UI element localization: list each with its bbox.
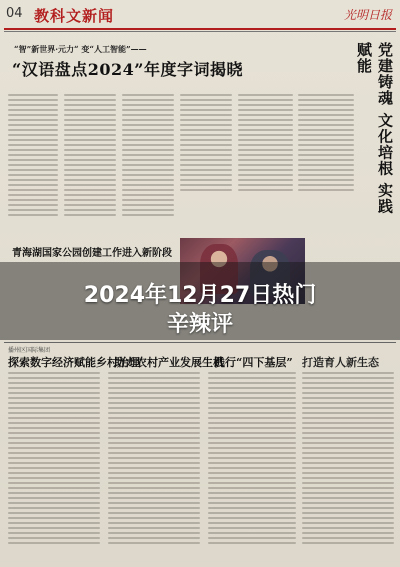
second-headline: 青海湖国家公园创建工作进入新阶段 [12, 248, 172, 259]
bottom-headline: 践行“四下基层” [214, 356, 293, 369]
text-column [64, 94, 116, 219]
bottom-headline: 探索数字经济赋能乡村治理 [8, 356, 140, 369]
header-rule [4, 28, 396, 30]
main-kicker: “智”新世界·元力“ 变“人工智能”—— [14, 44, 147, 54]
section-rule [4, 342, 396, 343]
text-column [298, 94, 354, 194]
text-column [8, 372, 100, 547]
text-column [8, 94, 58, 219]
text-column [122, 94, 174, 219]
newspaper-logo: 光明日报 [343, 8, 392, 22]
bottom-headline: 打造育人新生态 [302, 356, 379, 369]
text-column [238, 94, 293, 194]
page-header [4, 4, 396, 26]
overlay-title-line2: 辛辣评 [166, 312, 233, 337]
page-number: 04 [6, 6, 23, 21]
text-column [208, 372, 296, 547]
bottom-headline: 助力农村产业发展生机 [114, 356, 224, 369]
main-headline: “汉语盘点2024”年度字词揭晓 [12, 60, 243, 79]
text-column [108, 372, 200, 547]
text-column [302, 372, 394, 547]
header-rule-thin [4, 31, 396, 32]
overlay-title-line1: 2024年12月27日热门 [83, 283, 317, 308]
bottom-banner: 播州区国际集团 [8, 347, 51, 354]
right-headline: 党建铸魂 文化培根 实践赋能 [355, 42, 394, 215]
right-story [355, 36, 400, 226]
text-column [180, 94, 232, 194]
section-title: 教科文新闻 [34, 7, 115, 25]
